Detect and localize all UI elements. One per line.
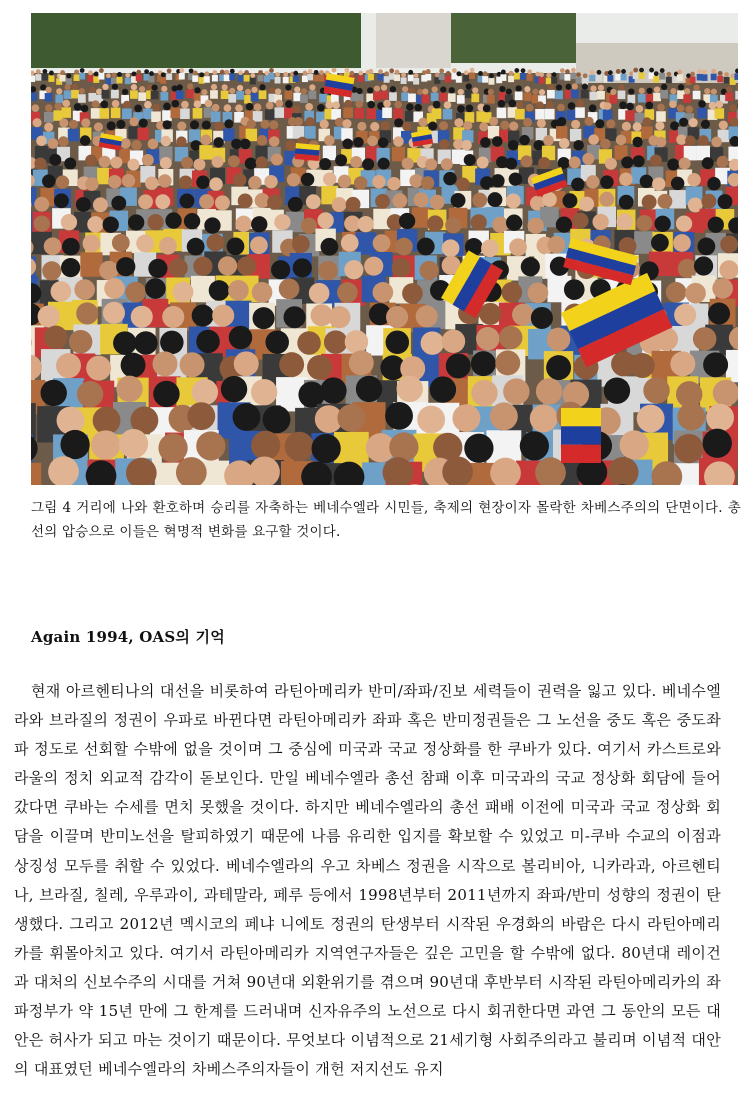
body-paragraph: 현재 아르헨티나의 대선을 비롯하여 라틴아메리카 반미/좌파/진보 세력들이 권력을 잃고 있다. 베네수엘라와 브라질의 정권이 우파로 바뀐다면 라틴아메리카 좌파 혹은 반미정권들은 그 노선을 중도 혹은 중도좌파 정도로 선회할 수밖에 없을 것이며 그 중심에 미국과 국교 정상화를 한 쿠바가 있다. 여기서 카스트로와 라울의 정치 외교적 감각이 돋보인다. 만일 베네수엘라 총선 참패 이후 미국과의 국교 정상화 회담에 들어갔다면 쿠바는 수세를 면치 못했을 것이다. 하지만 베네수엘라의 총선 패배 이전에 미국과 국교 정상화 회담을 이끌며 반미노선을 탈피하였기 때문에 나름 유리한 입지를 확보할 수 있었고 미-쿠바 수교의 이점과 상징성 모두를 취할 수 있었다. 베네수엘라의 우고 차베스 정권을 시작으로 볼리비아, 니카라과, 아르헨티나, 브라질, 칠레, 우루과이, 과테말라, 페루 등에서 1998년부터 2011년까지 좌파/반미 성향의 정권이 탄생했다. 그리고 2012년 멕시코의 페냐 니에토 정권의 탄생부터 시작된 우경화의 바람은 다시 라틴아메리카를 휘몰아치고 있다. 여기서 라틴아메리카 지역연구자들은 깊은 고민을 할 수밖에 없다. 80년대 레이건과 대처의 신보수주의 시대를 거쳐 90년대 외환위기를 겪으며 90년대 후반부터 시작된 라틴아메리카의 좌파정부가 약 15년 만에 그 한계를 드러내며 신자유주의 노선으로 다시 회귀한다면 과연 그 동안의 모든 대안은 허사가 되고 마는 것이기 때문이다. 무엇보다 이념적으로 21세기형 사회주의라고 불리며 이념적 대안의 대표였던 베네수엘라의 차베스주의자들이 개헌 저지선도 유지	[14, 682, 721, 1079]
figure-caption: 그림 4 거리에 나와 환호하며 승리를 자축하는 베네수엘라 시민들, 축제의 현장이자 몰락한 차베스주의의 단면이다. 총선의 압승으로 이들은 혁명적 변화를 요구할 것이다.	[31, 500, 741, 540]
crowd-illustration	[31, 13, 738, 485]
crowd-photo	[31, 13, 738, 485]
section-heading: Again 1994, OAS의 기억	[31, 628, 225, 646]
